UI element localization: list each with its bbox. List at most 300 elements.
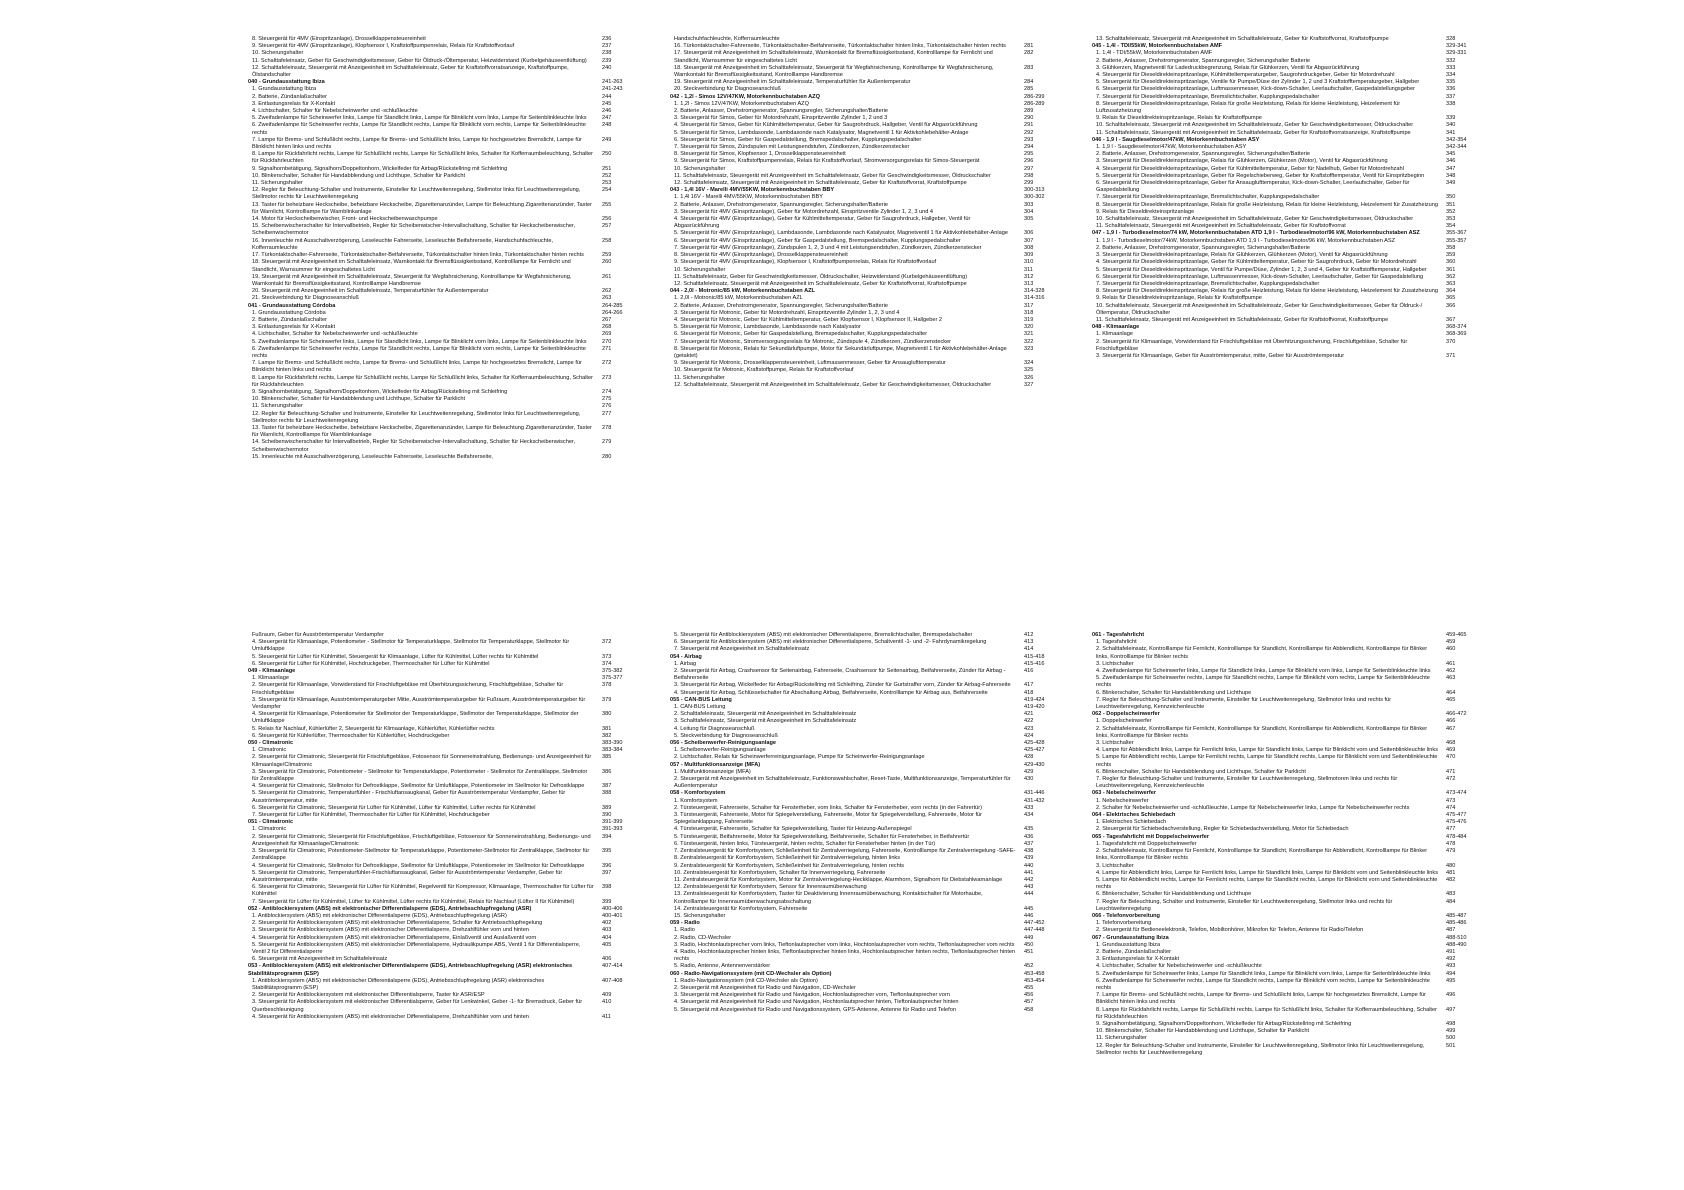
toc-entry-page: 421 [1024, 711, 1034, 718]
toc-entry-page: 453-458 [1024, 970, 1045, 977]
toc-entry-title: 8. Lampe für Rückfahrlicht rechts, Lampe für Schlußlicht rechts, Lampe für Schlußlicht links, Schalter für Kofferraumbeleuchtung, Schalter für Rückfahrleuchten [252, 374, 593, 388]
toc-entry [1092, 1035, 1502, 1042]
toc-entry [1092, 870, 1502, 877]
toc-entry [248, 454, 658, 461]
toc-entry-page: 292 [1024, 129, 1034, 136]
toc-entry [670, 711, 1080, 718]
toc-entry [1092, 740, 1502, 747]
toc-entry [248, 639, 658, 653]
toc-entry-title: 2. Batterie, Zündanlaßschalter [1096, 948, 1171, 955]
toc-entry-page: 480 [1446, 862, 1456, 869]
toc-entry [1092, 158, 1502, 165]
toc-entry-title: 1. Komfortsystem [674, 797, 718, 804]
toc-entry [248, 733, 658, 740]
toc-entry-page: 447-452 [1024, 920, 1045, 927]
toc-entry-title: 13. Taster für beheizbare Heckscheibe, beheizbare Heckscheibe, Zigarettenanzünder, Lampe für Beleuchtung Zigarettenanzünder, Taster für Warnlicht, Kontrolllampe für Warnblinkanlage [252, 201, 592, 215]
toc-entry-page: 261 [602, 273, 612, 280]
toc-entry-title: 21. Steckverbindung für Diagnoseanschluß [252, 295, 359, 302]
toc-entry-page: 381 [602, 725, 612, 732]
toc-entry-title: 9. Relais für Dieseldirekteinspritzanlage, Relais für Kraftstoffpumpe [1096, 115, 1262, 122]
toc-entry-page: 415-418 [1024, 653, 1045, 660]
toc-entry-title: 8. Zentralsteuergerät für Komfortsystem, Schließeinheit für Zentralverriegelung, hinten links [674, 855, 901, 862]
toc-entry-page: 449 [1024, 934, 1034, 941]
toc-entry [670, 754, 1080, 761]
toc-entry-page: 240 [602, 64, 612, 71]
toc-entry-title: 13. Schalttafeleinsatz, Steuergerät mit Anzeigeeinheit im Schalttafeleinsatz, Geber für Kraftstoffvorrat, Kraftstoffpumpe [1096, 36, 1389, 42]
toc-entry [248, 180, 658, 187]
toc-entry [1092, 353, 1502, 360]
toc-entry-page: 484 [1446, 898, 1456, 905]
toc-entry [1092, 661, 1502, 668]
toc-entry-title: 3. Steuergerät für Dieseldirekteinspritzanlage, Relais für Glühkerzen, Glühkerzen (Motor), Ventil für Abgasrückführung [1096, 158, 1388, 165]
toc-entry-page: 289 [1024, 108, 1034, 115]
toc-entry [248, 848, 658, 862]
toc-entry-page: 363 [1446, 280, 1456, 287]
toc-entry-title: 1. Nebelscheinwerfer [1096, 797, 1149, 804]
toc-entry-title: 5. Steuergerät für Dieseldirekteinspritzanlage, Ventile für Pumpe/Düse der Zylinder 1, 2 und 3 Kraftstofftemperaturgeber, Hallgeber [1096, 79, 1420, 86]
toc-entry-page: 478 [1446, 840, 1456, 847]
toc-entry-page: 353 [1446, 216, 1456, 223]
toc-entry-page: 473 [1446, 797, 1456, 804]
toc-entry-page: 317 [1024, 302, 1034, 309]
toc-entry-page: 398 [602, 884, 612, 891]
toc-entry-title: 5. Radio, Antenne, Antennenverstärker [674, 963, 771, 970]
toc-entry-title: 10. Schalttafeleinsatz, Steuergerät mit Anzeigeeinheit im Schalttafeleinsatz, Geber für Geschwindigkeitsmesser, Geber für Öldruck-/Öltemperatur, Öldruckschalter [1096, 302, 1423, 316]
toc-entry [1092, 274, 1502, 281]
toc-entry-title: 6. Zweifadenlampe für Scheinwerfer rechts, Lampe für Standlicht rechts, Lampe für Blinklicht vorn rechts, Lampe für Seitenblinkleuchte rechts [252, 345, 586, 359]
toc-entry-title: 4. Steuergerät für Klimaanlage, Potentiometer für Stellmotor der Temperaturklappe, Stellmotor der Temperaturklappe, Stellmotor der Umluftklappe [252, 711, 579, 725]
toc-section-heading [248, 668, 658, 675]
toc-entry-page: 445 [1024, 905, 1034, 912]
toc-entry-title: 11. Sicherungshalter [252, 403, 303, 410]
toc-entry [670, 230, 1080, 237]
toc-entry-title: 5. Steuergerät für Dieseldirekteinspritzanlage, Geber für Regelschieberweg, Geber für Kraftstofftemperatur, Ventil für Einspritzbeginn [1096, 172, 1425, 179]
toc-entry [670, 360, 1080, 367]
toc-entry-title: 8. Steuergerät für Simos, Klopfsensor 1, Drosselklappensteuereinheit [674, 151, 846, 158]
toc-entry [670, 274, 1080, 281]
toc-entry-title: 1. Tagesfahrlicht mit Doppelscheinwerfer [1096, 840, 1197, 847]
toc-entry-page: 349 [1446, 180, 1456, 187]
toc-entry [670, 267, 1080, 274]
toc-entry-title: 12. Schalttafeleinsatz, Steuergerät mit Anzeigeeinheit im Schalttafeleinsatz, Geber für Kraftstoffvorrat, Kraftstoffpumpe [674, 180, 967, 187]
toc-entry [248, 805, 658, 812]
toc-entry-title: 7. Steuergerät für 4MV (Einspritzanlage), Zündspulen 1, 2, 3 und 4 mit Leistungsendstufen, Zündkerzen, Zündkerzenstecker [674, 244, 982, 251]
toc-entry [670, 331, 1080, 338]
toc-entry-page: 318 [1024, 309, 1034, 316]
toc-entry-page: 497 [1446, 1006, 1456, 1013]
toc-entry-title: 2. Steuergerät für Airbag, Crashsensor für Seitenairbag, Fahrerseite, Crashsensor für Seitenairbag, Beifahrerseite, Zünder für Airbag - Beifahrerseite [674, 668, 1006, 682]
toc-entry-page: 248 [602, 122, 612, 129]
toc-entry-title: 11. Schalttafeleinsatz, Steuergerät mit Anzeigeeinheit im Schalttafeleinsatz, Geber für Kraftstoffvorrat [1096, 223, 1346, 230]
toc-section-heading [670, 94, 1080, 101]
toc-section-heading [670, 790, 1080, 797]
toc-entry [670, 805, 1080, 812]
toc-column-top-middle [670, 36, 1080, 389]
toc-entry [248, 747, 658, 754]
toc-entry-title: 5. Steuergerät für Antiblockiersystem (ABS) mit elektronischer Differentialsperre, Bremslichtschalter, Bremspedalschalter [674, 632, 973, 638]
toc-entry-title: 5. Relais für Nachlauf, Kühlerlüfter 2, Steuergerät für Klimaanlage, Kühlerlüfter, Kühlerlüfter rechts [252, 725, 495, 732]
toc-entry-page: 386 [602, 768, 612, 775]
toc-entry-page: 439 [1024, 855, 1034, 862]
toc-entry [670, 295, 1080, 302]
toc-entry-page: 434 [1024, 812, 1034, 819]
toc-entry [248, 173, 658, 180]
toc-entry-page: 459-465 [1446, 632, 1467, 638]
toc-entry [248, 682, 658, 696]
toc-entry-title: 6. Steuergerät für Motronic, Geber für Gaspedalstellung, Bremspedalschalter, Kupplungspedalschalter [674, 331, 928, 338]
toc-entry-page: 391-399 [602, 819, 623, 826]
toc-entry-title: 12. Regler für Beleuchtung-Schalter und Instrumente, Einsteller für Leuchtweitenregelung, Stellmotor links für Leuchtweitenregelung, Stellmotor rechts für Leuchtweitenregelung [252, 187, 581, 201]
toc-entry-title: 5. Türsteuergerät, Beifahrerseite, Motor für Spiegelverstellung, Beifahrerseite, Schalter für Fensterheber, in Beifahrertür [674, 833, 970, 840]
toc-entry-page: 436 [1024, 833, 1034, 840]
toc-entry-page: 487 [1446, 927, 1456, 934]
toc-entry-title: 5. Steuergerät für Motronic, Lambdasonde, Lambdasonde nach Katalysator [674, 324, 861, 331]
toc-entry-title: 3. Glühkerzen, Magnetventil für Ladedruckbegrenzung, Relais für Glühkerzen, Ventil für Abgasrückführung [1096, 64, 1360, 71]
toc-entry [1092, 223, 1502, 230]
toc-entry-page: 388 [602, 790, 612, 797]
toc-entry-page: 238 [602, 50, 612, 57]
toc-entry-page: 334 [1446, 72, 1456, 79]
toc-entry [1092, 992, 1502, 1006]
toc-entry [670, 726, 1080, 733]
toc-entry [670, 978, 1080, 985]
toc-entry [248, 913, 658, 920]
toc-entry-title: 2. Steuergerät für Klimaanlage, Vorwiderstand für Frischluftgebläse mit Überhitzungssicherung, Frischluftgebläse, Schalter für Frischluftgebläse [1096, 338, 1408, 352]
toc-entry [670, 935, 1080, 942]
toc-entry [248, 137, 658, 151]
toc-entry-page: 375-382 [602, 668, 623, 675]
toc-entry [1092, 339, 1502, 353]
toc-entry [248, 935, 658, 942]
toc-entry-title: 12. Schalttafeleinsatz, Steuergerät mit Anzeigeeinheit im Schalttafeleinsatz, Geber für Geschwindigkeitsmesser, Öldruckschalter [674, 381, 992, 388]
toc-entry [670, 202, 1080, 209]
toc-entry-page: 332 [1446, 57, 1456, 64]
toc-entry [248, 346, 658, 360]
toc-entry-page: 313 [1024, 280, 1034, 287]
toc-entry [1092, 94, 1502, 101]
toc-entry-title: 9. Steuergerät für Simos, Kraftstoffpumpenrelais, Relais für Kraftstoffvorlauf, Stromversorgungsrelais für Simos-Steuergerät [674, 158, 980, 165]
toc-entry [670, 733, 1080, 740]
toc-entry-page: 267 [602, 316, 612, 323]
toc-entry [670, 252, 1080, 259]
toc-entry-title: 8. Steuergerät für Dieseldirekteinspritzanlage, Relais für große Heizleistung, Relais für kleine Heizleistung, Heizelement für Zusatzheizung [1096, 201, 1439, 208]
toc-entry-page: 483 [1446, 891, 1456, 898]
toc-entry [670, 927, 1080, 934]
toc-entry-title: 3. Steuergerät für 4MV (Einspritzanlage), Geber für Motordrehzahl, Einspritzventile Zylinder 1, 2, 3 und 4 [674, 208, 933, 215]
toc-entry [670, 375, 1080, 382]
toc-entry-page: 276 [602, 403, 612, 410]
toc-entry-page: 485-486 [1446, 920, 1467, 927]
toc-entry-page: 256 [602, 216, 612, 223]
toc-entry [1092, 863, 1502, 870]
toc-entry-page: 312 [1024, 273, 1034, 280]
toc-entry-page: 326 [1024, 374, 1034, 381]
toc-entry-title: 4. Leitung für Diagnoseanschluß [674, 725, 755, 732]
toc-entry-title: 1. Climatronic [252, 826, 287, 833]
toc-entry-page: 419-420 [1024, 704, 1045, 711]
toc-entry [1092, 841, 1502, 848]
toc-entry-page: 286-289 [1024, 100, 1045, 107]
toc-section-heading [1092, 935, 1502, 942]
toc-entry-title: 1. Grundausstattung Ibiza [252, 86, 317, 93]
toc-entry [248, 425, 658, 439]
toc-entry-title: 3. Steuergerät mit Anzeigeeinheit für Radio und Navigation, Hochtonlautsprecher vorn, Tieftonlautsprecher vorn [674, 992, 950, 999]
toc-entry [1092, 1043, 1502, 1057]
toc-entry-title: 7. Zentralsteuergerät für Komfortsystem, Schließeinheit für Zentralverriegelung, Fahrerseite, Kontrolllampe für Zentralverriegelung -SAFE- [674, 848, 1016, 855]
toc-entry-page: 336 [1446, 86, 1456, 93]
toc-entry [248, 783, 658, 790]
toc-entry [1092, 72, 1502, 79]
toc-entry-page: 419-424 [1024, 696, 1045, 703]
toc-entry [1092, 963, 1502, 970]
toc-entry [670, 942, 1080, 949]
toc-entry-title: 6. Zweifadenlampe für Scheinwerfer rechts, Lampe für Standlicht rechts, Lampe für Blinklicht vorn rechts, Lampe für Seitenblinkleuchte rechts [1096, 977, 1430, 991]
toc-entry-title: 1. 2,0l - Motronic/85 kW, Motorkennbuchstaben AZL [674, 295, 803, 302]
toc-entry-page: 488-490 [1446, 941, 1467, 948]
toc-entry-title: 8. Steuergerät für Dieseldirekteinspritzanlage, Relais für große Heizleistung, Relais für kleine Heizleistung, Heizelement für Zusatzheizung [1096, 288, 1439, 295]
toc-entry [670, 769, 1080, 776]
toc-entry-page: 433 [1024, 804, 1034, 811]
toc-entry-page: 300-313 [1024, 187, 1045, 194]
toc-entry-title: 11. Zentralsteuergerät für Komfortsystem, Motor für Zentralverriegelung-Heckklappe, Alarmhorn, Signalhorn für Diebstahlwarnanlage [674, 876, 1003, 883]
toc-entry-page: 300-302 [1024, 194, 1045, 201]
toc-section-heading [670, 971, 1080, 978]
toc-entry [1092, 1021, 1502, 1028]
toc-entry-title: 4. Steuergerät für Dieseldirekteinspritzanlage, Geber für Kühlmitteltemperatur, Geber für Saugrohrdruck, Geber für Motordrehzahl [1096, 259, 1417, 266]
toc-entry [248, 992, 658, 999]
toc-entry-title: 056 - Scheibenwerfer-Reinigungsanlage [670, 740, 776, 747]
toc-entry-title: 3. Steuergerät für Klimaanlage, Ausströmtemperaturgeber Mitte, Ausströmtemperaturgeber für Fußraum, Ausströmtemperaturgeber für Verdampfer [252, 696, 586, 711]
toc-entry [248, 36, 658, 43]
toc-entry [248, 375, 658, 389]
toc-entry-title: 11. Sicherungshalter [252, 180, 303, 187]
toc-entry-title: 15. Innenleuchte mit Ausschaltverzögerung, Leseleuchte Fahrerseite, Leseleuchte Beifahrerseite, [252, 453, 493, 460]
toc-entry [248, 863, 658, 870]
toc-entry-page: 447-448 [1024, 927, 1045, 934]
toc-entry-page: 383-384 [602, 747, 623, 754]
toc-entry-page: 304 [1024, 208, 1034, 215]
toc-entry-page: 430 [1024, 776, 1034, 783]
toc-entry-title: 4. Steuergerät mit Anzeigeeinheit für Radio und Navigation, Hochtonlautsprecher hinten, Tieftonlautsprecher hinten [674, 999, 959, 1006]
toc-entry [1092, 173, 1502, 180]
toc-entry-page: 465 [1446, 696, 1456, 703]
toc-entry [1092, 826, 1502, 833]
toc-entry [670, 632, 1080, 639]
toc-entry-title: 043 - 1,4l 16V - Marelli 4MV/55KW, Motorkennbuchstaben BBY [670, 187, 835, 194]
toc-entry-title: 1. Climatronic [252, 747, 287, 754]
toc-entry [670, 259, 1080, 266]
toc-entry-title: 4. Steuergerät für 4MV (Einspritzanlage), Geber für Kühlmitteltemperatur, Geber für Saugrohrdruck, Hallgeber, Ventil für Abgasrückführung [674, 216, 971, 230]
toc-entry-page: 306 [1024, 230, 1034, 237]
toc-entry [248, 288, 658, 295]
toc-entry-page: 457 [1024, 999, 1034, 1006]
toc-section-heading [248, 906, 658, 913]
toc-entry-title: 7. Steuergerät für Lüfter für Kühlmittel, Thermoschalter für Lüfter für Kühlmittel, Hochdruckgeber [252, 812, 490, 819]
toc-entry [670, 339, 1080, 346]
toc-entry [1092, 776, 1502, 790]
toc-entry-title: 047 - 1,9 l - Turbodieselmotor/74 kW, Motorkennbuchstaben ATD 1,9 l - Turbodieselmotor/96 kW, Motorkennbuchstaben ASZ [1092, 230, 1420, 237]
toc-entry-page: 298 [1024, 172, 1034, 179]
toc-entry-page: 246 [602, 108, 612, 115]
toc-entry-title: 12. Zentralsteuergerät für Komfortsystem, Sensor für Innenraumüberwachung [674, 884, 867, 891]
toc-entry-title: 16. Türkontaktschalter-Fahrerseite, Türkontaktschalter-Beifahrerseite, Türkontaktschalter hinten links, Türkontaktschalter hinten rechts [674, 43, 1006, 50]
toc-entry-title: 4. Steuergerät für Dieseldirekteinspritzanlage, Geber für Kühlmitteltemperatur, Geber für Nadelhub, Geber für Motordrehzahl [1096, 165, 1404, 172]
toc-entry [1092, 151, 1502, 158]
toc-entry-title: 7. Steuergerät für Motronic, Stromversorgungsrelais für Motronic, Zündspule 4, Zündkerzen, Zündkerzenstecker [674, 338, 952, 345]
toc-entry-page: 270 [602, 338, 612, 345]
toc-entry-page: 453-454 [1024, 977, 1045, 984]
toc-entry-page: 307 [1024, 237, 1034, 244]
toc-entry-page: 493 [1446, 963, 1456, 970]
toc-entry-title: 062 - Doppelscheinwerfer [1092, 711, 1160, 718]
toc-entry [670, 194, 1080, 201]
toc-entry-title: 13. Taster für beheizbare Heckscheibe, beheizbare Heckscheibe, Zigarettenanzünder, Lampe für Beleuchtung Zigarettenanzünder, Taster für Warnlicht, Kontrolllampe für Warnblinkanlage [252, 424, 592, 439]
toc-entry [248, 754, 658, 768]
toc-entry [248, 812, 658, 819]
toc-entry-page: 466-472 [1446, 711, 1467, 718]
toc-entry-page: 424 [1024, 732, 1034, 739]
toc-entry-page: 324 [1024, 360, 1034, 367]
toc-entry-page: 333 [1446, 64, 1456, 71]
toc-entry-page: 403 [602, 927, 612, 934]
toc-entry [1092, 238, 1502, 245]
toc-entry-title: 9. Signalhornbetätigung, Signalhorn/Doppeltonhorn, Wickelfeder für Airbag/Rückstellring mit Schleifring [1096, 1020, 1352, 1027]
toc-entry-page: 382 [602, 732, 612, 739]
toc-entry-title: 5. Zweifadenlampe für Scheinwerfer links, Lampe für Standlicht links, Lampe für Blinklicht vorn links, Lampe für Seitenblinkleuchte links [252, 338, 587, 345]
toc-entry [670, 245, 1080, 252]
toc-entry-page: 462 [1446, 668, 1456, 675]
toc-entry [670, 999, 1080, 1006]
toc-entry-page: 467 [1446, 725, 1456, 732]
toc-entry-page: 425-427 [1024, 747, 1045, 754]
toc-entry-title: 7. Lampe für Brems- und Schlußlicht rechts, Lampe für Brems- und Schlußlicht links, Lampe für hochgesetztes Bremslicht, Lampe für Blinklicht hinten links und rechts [252, 136, 582, 151]
toc-entry-page: 488-510 [1446, 934, 1467, 941]
toc-entry [248, 58, 658, 65]
toc-entry-title: 19. Steuergerät mit Anzeigeeinheit im Schalttafeleinsatz, Steuergerät für Wegfahrsicherung, Kontrolllampe für Wegfahrsicherung, Warnkontakt für Bremsflüssigkeitsstand, Kontrolllampe Handbremse [252, 273, 572, 287]
toc-entry-title: 3. Lichtschalter [1096, 862, 1134, 869]
toc-entry-title: 10. Steuergerät für Motronic, Kraftstoffpumpe, Relais für Kraftstoffvorlauf [674, 367, 854, 374]
toc-entry-page: 440 [1024, 862, 1034, 869]
toc-entry-page: 268 [602, 324, 612, 331]
toc-entry-title: 18. Steuergerät mit Anzeigeeinheit im Schalttafeleinsatz, Warnkontakt für Bremsflüssigkeitsstand, Kontrolllampe für Fernlicht und Standlicht, Warnsummer für eingeschaltetes Licht [252, 259, 571, 273]
toc-entry-title: 8. Steuergerät für 4MV (Einspritzanlage), Drosselklappensteuereinheit [252, 36, 426, 42]
toc-entry-page: 451 [1024, 948, 1034, 955]
toc-entry-title: 060 - Radio-Navigationssystem (mit CD-Wechsler als Option) [670, 970, 832, 977]
toc-section-heading [248, 303, 658, 310]
toc-entry-title: 8. Steuergerät für 4MV (Einspritzanlage), Drosselklappensteuereinheit [674, 252, 848, 259]
toc-entry [1092, 1028, 1502, 1035]
toc-entry-page: 365 [1446, 295, 1456, 302]
toc-entry [1092, 130, 1502, 137]
toc-entry-title: 066 - Telefonvorbereitung [1092, 912, 1160, 919]
toc-entry-page: 286-299 [1024, 93, 1045, 100]
toc-entry-page: 495 [1446, 977, 1456, 984]
toc-entry-title: 11. Schalttafeleinsatz, Steuergerät mit Anzeigeeinheit im Schalttafeleinsatz, Geber für Kraftstoffvorrat, Kraftstoffpumpe [1096, 316, 1389, 323]
toc-entry-title: 6. Steuergerät für Kühlerlüfter, Thermoschalter für Kühlerlüfter, Hochdruckgeber [252, 732, 450, 739]
toc-entry-page: 359 [1446, 252, 1456, 259]
toc-entry-title: 3. Türsteuergerät, Fahrerseite, Motor für Spiegelverstellung, Fahrerseite, Motor für Spiegelverstellung, Fahrerseite, Motor für Spiegelanklappung, Fahrerseite [674, 812, 983, 826]
toc-entry-title: 1. Antiblockiersystem (ABS) mit elektronischer Differentialsperre (EDS), Antriebsschlupfregelung (ASR) elektronisches Stabilitätsprogramm (ESP) [252, 977, 545, 991]
toc-section-heading [670, 288, 1080, 295]
toc-entry-page: 239 [602, 57, 612, 64]
toc-entry-title: 063 - Nebelscheinwerfer [1092, 790, 1157, 797]
toc-section-heading [1092, 137, 1502, 144]
toc-entry-title: 6. Steuergerät für Dieseldirekteinspritzanlage, Luftmassenmesser, Kick-down-Schalter, Leerlaufschalter, Geber für Gaspedalstellung [1096, 273, 1424, 280]
toc-entry-page: 252 [602, 172, 612, 179]
toc-entry-title: 6. Steuergerät für Climatronic, Steuergerät für Lüfter für Kühlmittel, Regelventil für Kompressor, Klimaanlage, Thermoschalter für Lüfter für Kühlmittel [252, 884, 594, 898]
toc-entry [248, 899, 658, 906]
toc-entry [1092, 267, 1502, 274]
toc-entry-page: 494 [1446, 970, 1456, 977]
toc-entry [670, 906, 1080, 913]
toc-entry [1092, 209, 1502, 216]
toc-entry [248, 86, 658, 93]
toc-entry-title: 2. Schalttafeleinsatz, Kontrolllampe für Fernlicht, Kontrolllampe für Standlicht, Kontrolllampe für Abblendlicht, Kontrolllampe für Blinker links, Kontrolllampe für Blinker rechts [1096, 646, 1428, 660]
toc-entry-title: 4. Lampe für Abblendlicht links, Lampe für Fernlicht links, Lampe für Standlicht links, Lampe für Blinklicht vorn und Seitenblinkleuchte links [1096, 747, 1439, 754]
toc-entry-title: 11. Sicherungshalter [1096, 1035, 1147, 1042]
toc-entry-title: 1. Radio-Navigationssystem (mit CD-Wechsler als Option) [674, 977, 818, 984]
toc-entry [248, 108, 658, 115]
toc-entry [1092, 920, 1502, 927]
toc-entry [248, 202, 658, 216]
toc-entry [1092, 259, 1502, 266]
toc-entry-title: 2. Batterie, Anlasser, Drehstromgenerator, Spannungsregler, Sicherungshalter Batterie [1096, 57, 1310, 64]
toc-entry-page: 271 [602, 345, 612, 352]
toc-entry-page: 327 [1024, 381, 1034, 388]
toc-entry-title: 7. Regler für Beleuchtung, Schalter und Instrumente, Einsteller für Leuchtweitenregelung, Stellmotor links und rechts für Leuchtweitenregelung [1096, 898, 1393, 912]
toc-entry-page: 314-328 [1024, 288, 1045, 295]
toc-entry-title: 4. Steuergerät für Climatronic, Stellmotor für Defrostklappe, Stellmotor für Umluftklappe, Potentiometer im Stellmotor für Defrostklappe [252, 783, 585, 790]
toc-entry [670, 101, 1080, 108]
toc-entry [670, 963, 1080, 970]
toc-entry-title: 9. Signalhornbetätigung, Signalhorn/Doppeltonhorn, Wickelfeder für Airbag/Rückstellring mit Schleifring [252, 165, 508, 172]
toc-entry-page: 262 [602, 288, 612, 295]
toc-entry-page: 468 [1446, 740, 1456, 747]
toc-entry-page: 296 [1024, 158, 1034, 165]
toc-entry-title: 2. Steuergerät mit Anzeigeeinheit im Schalttafeleinsatz, Funktionswahlschalter, Reset-Taste, Multifunktionsanzeige, Temperaturfühler für Außentemperatur [674, 776, 1011, 790]
toc-entry-title: 9. Steuergerät für 4MV (Einspritzanlage), Klopfsensor I, Kraftstoffpumpenrelais, Relais für Kraftstoffvorlauf [674, 259, 937, 266]
toc-entry [248, 411, 658, 425]
toc-entry-title: 12. Regler für Beleuchtung-Schalter und Instrumente, Einsteller für Leuchtweitenregelung, Stellmotor links für Leuchtweitenregelung, Stellmotor rechts für Leuchtweitenregelung [1096, 1042, 1425, 1056]
toc-entry-title: 048 - Klimaanlage [1092, 324, 1140, 331]
toc-entry-page: 255 [602, 201, 612, 208]
toc-entry-page: 241-263 [602, 79, 623, 86]
toc-entry-title: 6. Steuergerät für Lüfter für Kühlmittel, Hochdruckgeber, Thermoschalter für Lüfter für Kühlmittel [252, 660, 490, 667]
toc-entry [1092, 245, 1502, 252]
toc-entry-page: 396 [602, 862, 612, 869]
toc-entry [670, 884, 1080, 891]
toc-entry [248, 252, 658, 259]
toc-entry [670, 718, 1080, 725]
toc-entry-page: 290 [1024, 115, 1034, 122]
toc-section-heading [248, 819, 658, 826]
toc-entry-title: 19. Steuergerät mit Anzeigeeinheit im Schalttafeleinsatz, Temperaturfühler für Außentemperatur [674, 79, 911, 86]
toc-entry-title: 2. Steuergerät für Schiebedachverstellung, Regler für Schiebedachverstellung, Motor für Schiebedach [1096, 826, 1349, 833]
toc-entry-title: 5. Steuergerät mit Anzeigeeinheit für Radio und Navigationssystem, GPS-Antenne, Antenne für Radio und Telefon [674, 1006, 956, 1013]
toc-entry [670, 661, 1080, 668]
toc-entry-page: 435 [1024, 826, 1034, 833]
toc-entry [248, 834, 658, 848]
toc-entry-title: 049 - Klimaanlage [248, 668, 296, 675]
toc-entry [248, 661, 658, 668]
toc-entry [248, 403, 658, 410]
toc-entry-title: 1. Telefonvorbereitung [1096, 920, 1152, 927]
toc-entry [670, 855, 1080, 862]
toc-entry-page: 341 [1446, 129, 1456, 136]
toc-entry-title: 1. Grundausstattung Córdoba [252, 309, 326, 316]
toc-entry-page: 355-357 [1446, 237, 1467, 244]
toc-entry-title: 7. Steuergerät für Dieseldirekteinspritzanlage, Bremslichtschalter, Kupplungspedalschalter [1096, 280, 1320, 287]
